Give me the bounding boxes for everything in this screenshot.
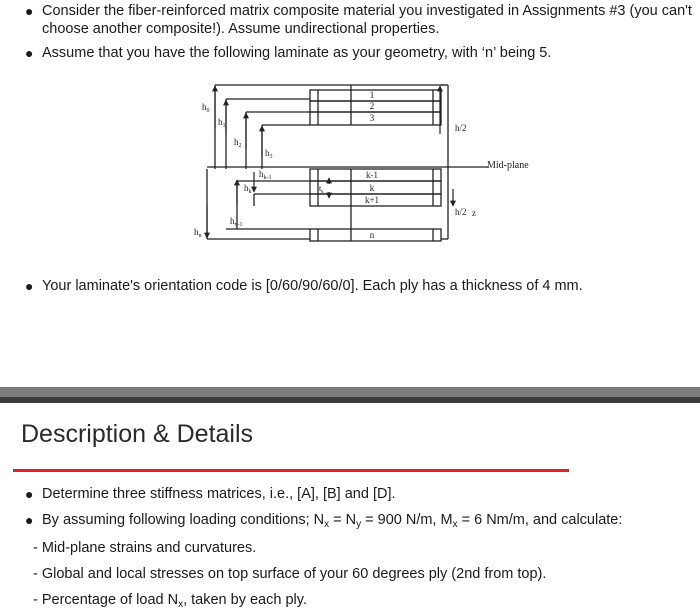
laminate-diagram <box>185 74 545 249</box>
bullet-icon: ● <box>25 278 34 294</box>
hn-1-label: $h_{n-1}$ <box>230 216 243 228</box>
ply-label-2: 2 <box>369 101 375 111</box>
h3-label: $h_3$ <box>265 148 273 160</box>
ply-label-k+1: k+1 <box>364 195 380 205</box>
bullet-icon: ● <box>25 3 34 19</box>
half-thickness-top: h/2 <box>455 123 467 133</box>
bullet-icon: ● <box>25 512 34 528</box>
task-load-percentage: - Percentage of load $N_x$, taken by each ply. <box>33 592 307 610</box>
intro-item-geometry: ● Assume that you have the following laminate as your geometry, with ‘n’ being 5. <box>25 45 552 61</box>
details-item-stiffness: ● Determine three stiffness matrices, i.e., [A], [B] and [D]. <box>25 486 396 502</box>
h0-label: $h_0$ <box>202 102 210 114</box>
ply-1 <box>310 90 441 101</box>
half-thickness-bottom: h/2 <box>455 207 467 217</box>
ply-k <box>310 181 441 194</box>
hk-label: $h_k$ <box>244 183 252 195</box>
task-midplane-strains: - Mid-plane strains and curvatures. <box>33 540 257 556</box>
ply-label-k-1: k-1 <box>366 170 378 180</box>
details-item-loading: ● By assuming following loading conditions; $N_x = N_y = 900$ N/m, $M_x = 6$ Nm/m, and calculate: <box>25 512 623 530</box>
z-axis-label: z <box>472 208 476 218</box>
bullet-icon: ● <box>25 486 34 502</box>
orientation-item: ● Your laminate's orientation code is [0/60/90/60/0]. Each ply has a thickness of 4 mm. <box>25 278 583 294</box>
hk-1-label: $h_{k-1}$ <box>259 169 272 181</box>
ply-3 <box>310 112 441 125</box>
intro-item-composite: ● Consider the fiber-reinforced matrix composite material you investigated in Assignments #3 (you can't choose another composite!). Assume undirectional properties. <box>25 3 692 37</box>
details-list <box>0 485 622 537</box>
section-heading: Description & Details <box>21 420 254 448</box>
ply-label-k: k <box>369 183 375 193</box>
h2-label: $h_2$ <box>234 137 242 149</box>
tk-label: $t_k$ <box>319 184 324 195</box>
intro-list <box>0 2 700 68</box>
ply-2 <box>310 101 441 112</box>
hn-label: $h_n$ <box>194 227 202 239</box>
heading-underline <box>13 469 569 472</box>
ply-label-n: n <box>369 230 375 240</box>
slide-divider <box>0 387 700 397</box>
midplane-label: Mid-plane <box>487 160 529 171</box>
ply-label-3: 3 <box>369 113 375 123</box>
task-stresses: - Global and local stresses on top surface of your 60 degrees ply (2nd from top). <box>33 566 547 582</box>
ply-label-1: 1 <box>369 90 375 100</box>
bullet-icon: ● <box>25 45 34 61</box>
h1-label: $h_1$ <box>218 117 226 129</box>
ply-n <box>310 229 441 241</box>
slide-divider-shadow <box>0 397 700 403</box>
